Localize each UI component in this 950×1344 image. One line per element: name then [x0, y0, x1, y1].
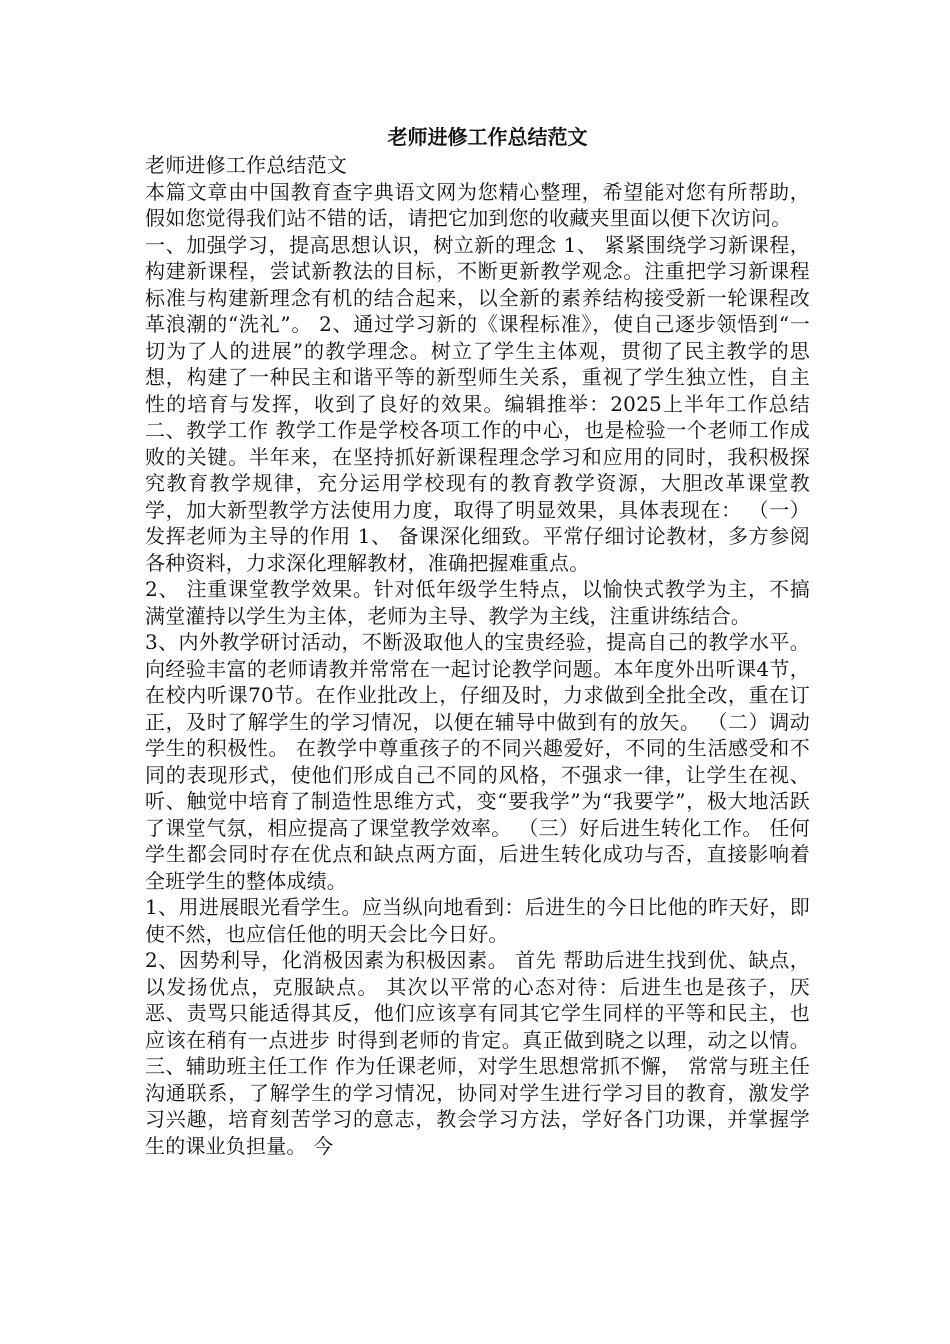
paragraph-item-3: 3、内外教学研讨活动，不断汲取他人的宝贵经验，提高自己的教学水平。向经验丰富的老师请教并常常在一起讨论教学问题。本年度外出听课4节，在校内听课70节。在作业批改上，仔细及时，力求做到全批全改，重在订正，及时了解学生的学习情况，以便在辅导中做到有的放矢。 （二）调动学生的积极性。 在教学中尊重孩子的不同兴趣爱好，不同的生活感受和不同的表现形式，使他们形成自己不同的风格，不强求一律，让学生在视、听、触觉中培育了制造性思维方式，变“要我学”为“我要学”，极大地活跃了课堂气氛，相应提高了课堂教学效率。 （三）好后进生转化工作。 任何学生都会同时存在优点和缺点两方面，后进生转化成功与否，直接影响着全班学生的整体成绩。 — [145, 630, 810, 893]
document-page — [145, 122, 810, 1159]
paragraph-item-2-guidance: 2、因势利导，化消极因素为积极因素。 首先 帮助后进生找到优、缺点，以发扬优点，克服缺点。 其次以平常的心态对待：后进生也是孩子，厌恶、责骂只能适得其反，他们应该享有同其它学生同样的平等和民主，也应该在稍有一点进步 时得到老师的肯定。真正做到晓之以理，动之以情。 三、辅助班主任工作 作为任课老师，对学生思想常抓不懈， 常常与班主任沟通联系，了解学生的学习情况，协同对学生进行学习目的教育，激发学习兴趣，培育刻苦学习的意志，教会学习方法，学好各门功课，并掌握学生的课业负担量。 今 — [145, 948, 810, 1158]
paragraph-item-2: 2、 注重课堂教学效果。针对低年级学生特点，以愉快式教学为主，不搞满堂灌持以学生为主体，老师为主导、教学为主线，注重讲练结合。 — [145, 577, 810, 628]
paragraph-section-1-2: 一、加强学习，提高思想认识，树立新的理念 1、 紧紧围绕学习新课程，构建新课程，尝试新教法的目标，不断更新教学观念。注重把学习新课程标准与构建新理念有机的结合起来，以全新的素养结构接受新一轮课程改革浪潮的“洗礼”。 2、通过学习新的《课程标准》，使自己逐步领悟到“一切为了人的进展”的教学理念。树立了学生主体观，贯彻了民主教学的思想，构建了一种民主和谐平等的新型师生关系，重视了学生独立性，自主性的培育与发挥，收到了良好的效果。编辑推举：2025上半年工作总结 二、教学工作 教学工作是学校各项工作的中心，也是检验一个老师工作成败的关键。半年来，在坚持抓好新课程理念学习和应用的同时，我积极探究教育教学规律，充分运用学校现有的教育教学资源，大胆改革课堂教学，加大新型教学方法使用力度，取得了明显效果，具体表现在： （一）发挥老师为主导的作用 1、 备课深化细致。平常仔细讨论教材，多方参阅各种资料，力求深化理解教材，准确把握难重点。 — [145, 232, 810, 575]
paragraph-intro: 本篇文章由中国教育查字典语文网为您精心整理，希望能对您有所帮助，假如您觉得我们站不错的话，请把它加到您的收藏夹里面以便下次访问。 — [145, 179, 810, 230]
paragraph-item-1-students: 1、用进展眼光看学生。应当纵向地看到：后进生的今日比他的昨天好，即使不然，也应信任他的明天会比今日好。 — [145, 895, 810, 946]
document-title: 老师进修工作总结范文 — [387, 125, 588, 149]
paragraph-subtitle: 老师进修工作总结范文 — [145, 153, 347, 177]
